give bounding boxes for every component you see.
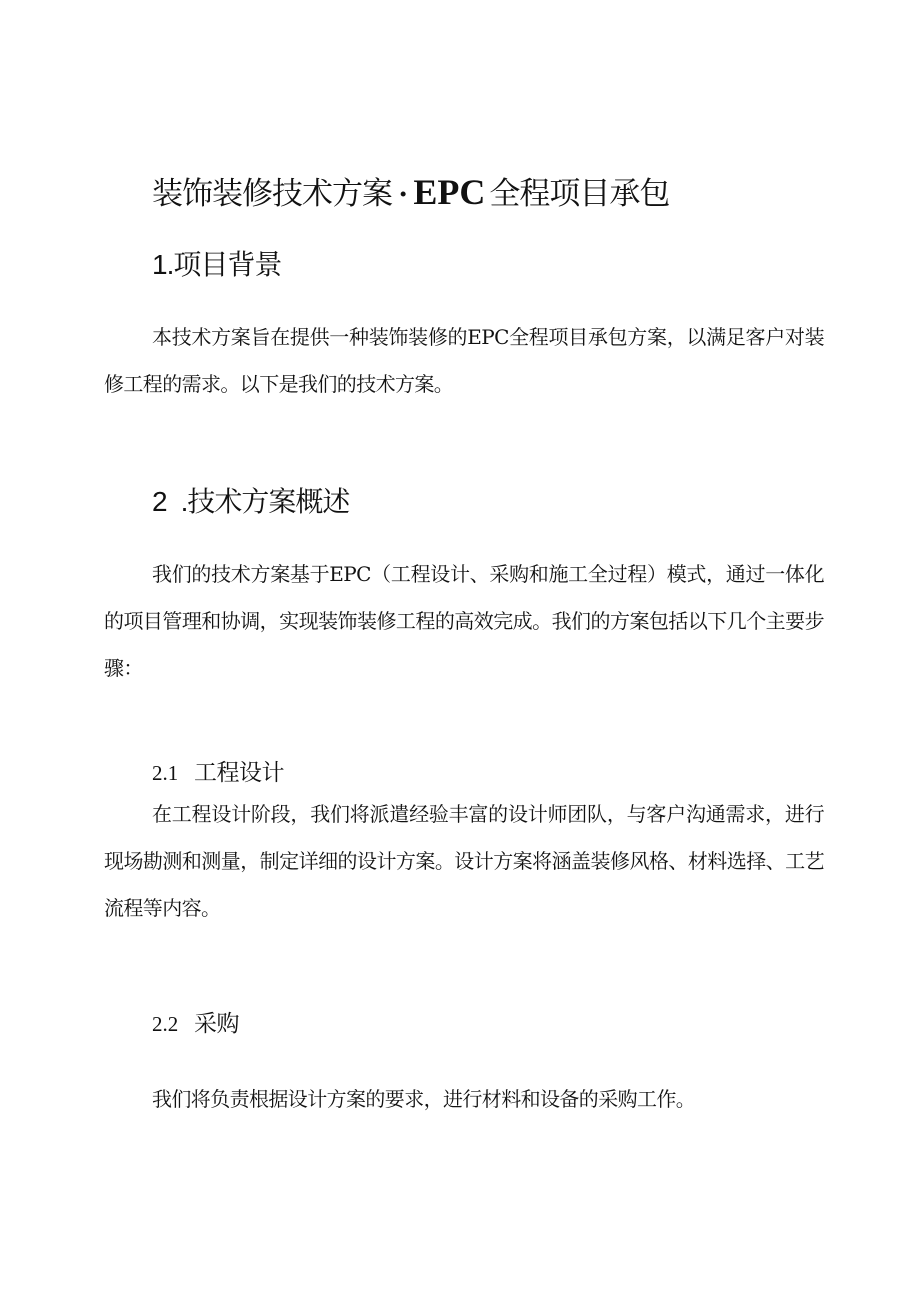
section-heading-2: [152, 480, 349, 520]
section-number: 1.: [152, 249, 174, 280]
section-number: 2: [152, 486, 167, 517]
section-2-paragraph: 我们的技术方案基于EPC（工程设计、采购和施工全过程）模式，通过一体化的项目管理和协调，实现装饰装修工程的高效完成。我们的方案包括以下几个主要步骤：: [104, 562, 824, 680]
document-title: [152, 168, 669, 213]
section-heading-1: [152, 243, 281, 283]
subsection-number: 2.2: [152, 1012, 179, 1036]
title-epc: EPC: [413, 172, 486, 212]
section-heading-text: 项目背景: [173, 248, 282, 281]
title-part-1: 装饰装修技术方案: [152, 176, 392, 212]
subsection-heading-2-1: [152, 754, 284, 787]
subsection-2-2-paragraph: 我们将负责根据设计方案的要求，进行材料和设备的采购工作。: [152, 1087, 696, 1111]
subsection-heading-text: 采购: [194, 1011, 239, 1037]
subsection-2-1-paragraph: 在工程设计阶段，我们将派遣经验丰富的设计师团队，与客户沟通需求，进行现场勘测和测量，制定详细的设计方案。设计方案将涵盖装修风格、材料选择、工艺流程等内容。: [104, 802, 824, 920]
section-number-suffix: .: [180, 486, 188, 517]
subsection-number: 2.1: [152, 761, 179, 785]
section-1-paragraph: 本技术方案旨在提供一种装饰装修的EPC全程项目承包方案，以满足客户对装修工程的需求。以下是我们的技术方案。: [104, 325, 824, 396]
title-separator: ·: [398, 176, 408, 211]
section-heading-text: 技术方案概述: [187, 485, 350, 518]
subsection-heading-2-2: [152, 1005, 239, 1038]
subsection-heading-text: 工程设计: [194, 760, 284, 786]
title-part-2: 全程项目承包: [489, 176, 670, 212]
